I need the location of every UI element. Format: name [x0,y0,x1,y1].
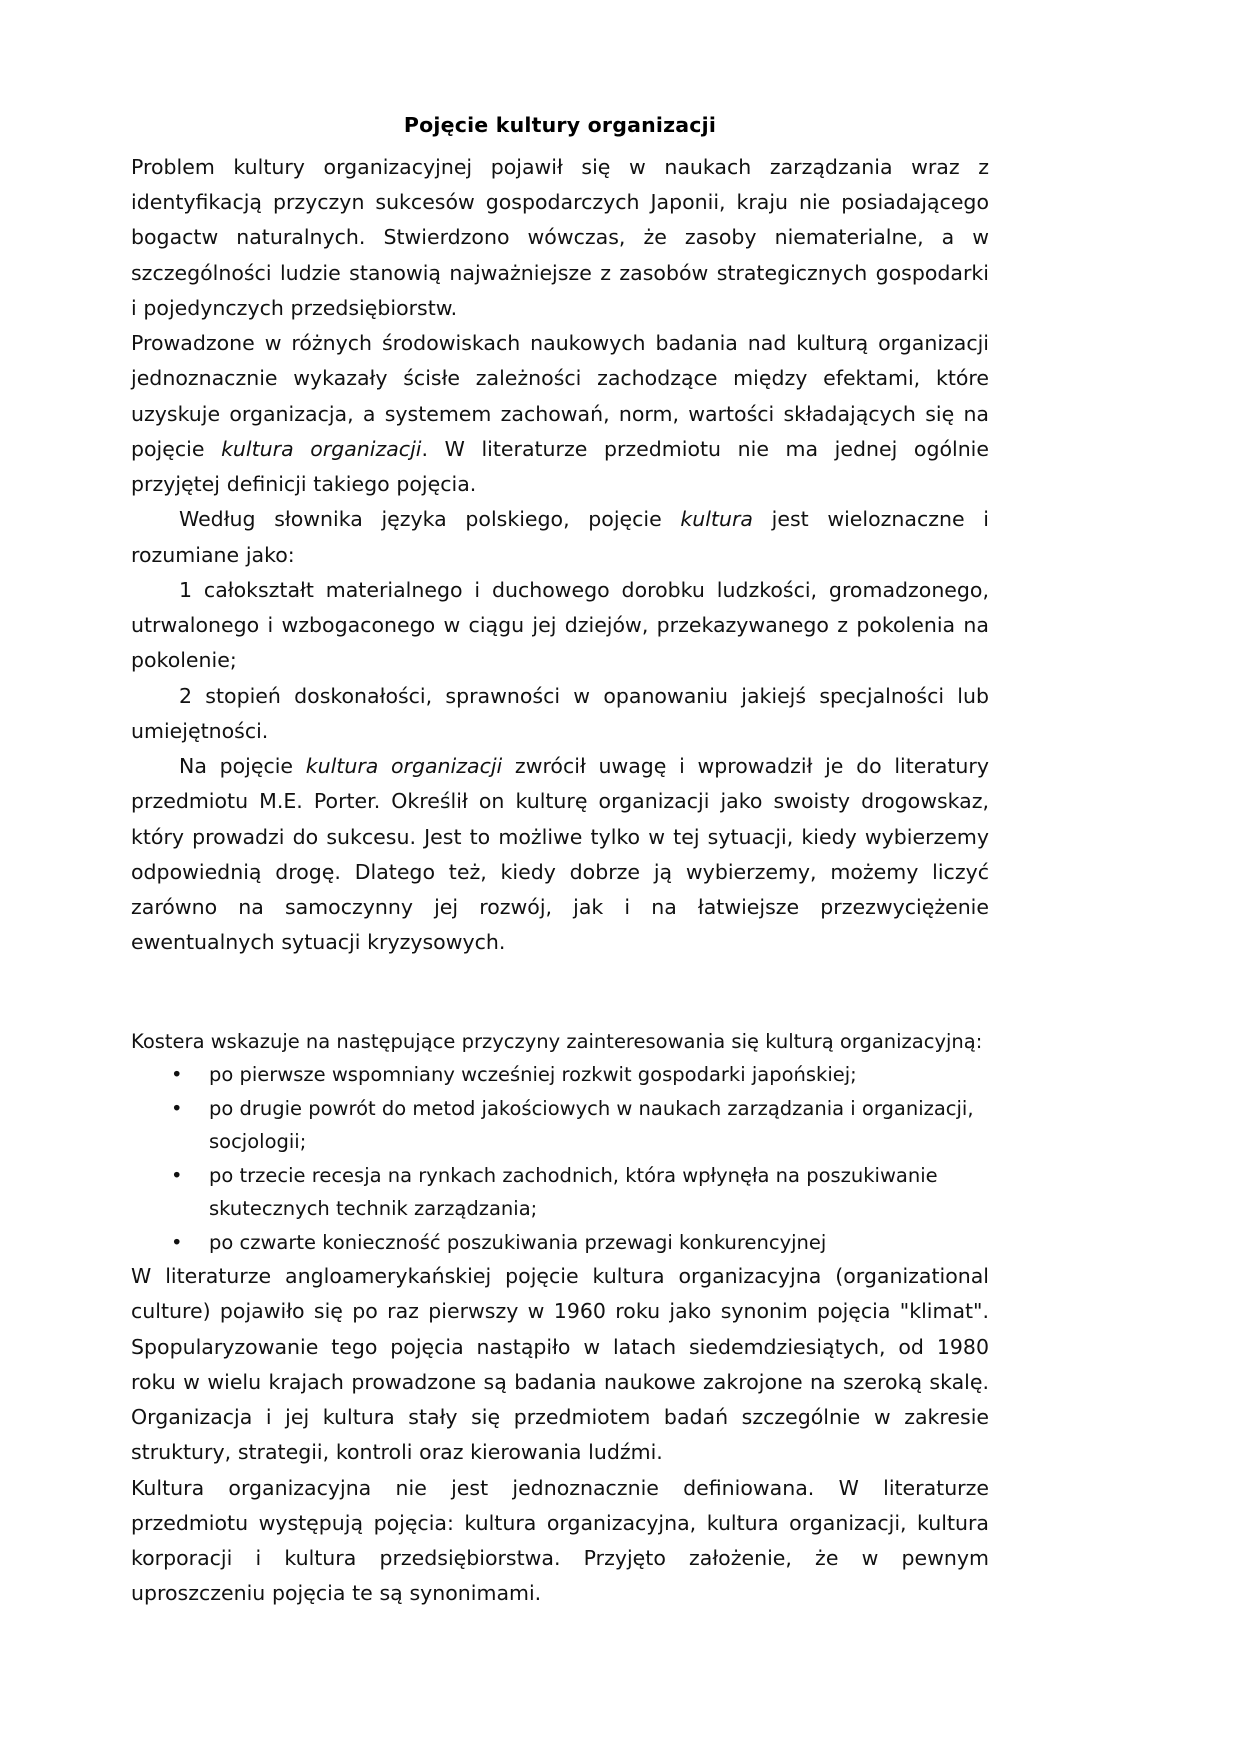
paragraph-porter [131,749,989,961]
list-item [131,1058,989,1092]
numbered-item-2-text: 2 stopień doskonałości, sprawności w opanowaniu jakiejś specjalności lub umiejętności. [131,683,989,743]
paragraph-definitions-text: Kultura organizacyjna nie jest jednoznacznie definiowana. W literaturze przedmiotu występują pojęcia: kultura organizacyjna, kultura organizacji, kultura korporacji i kultura przedsiębiorstwa. Przyjęto założenie, że w pewnym uproszczeniu pojęcia te są synonimami. [131,1475,989,1606]
paragraph-dictionary-text-b: jest wieloznaczne i rozumiane jako: [131,507,989,567]
numbered-item-1 [131,573,989,679]
bullet-icon: • [171,1096,183,1120]
paragraph-intro-text: Problem kultury organizacyjnej pojawił się w naukach zarządzania wraz z identyfikacją przyczyn sukcesów gospodarczych Japonii, kraju nie posiadającego bogactw naturalnych. Stwierdzono wówczas, że zasoby niematerialne, a w szczególności ludzie stanowią najważniejsze z zasobów strategicznych gospodarki i pojedynczych przedsiębiorstw. [131,154,989,320]
paragraph-porter-text-a: Na pojęcie [179,754,306,778]
list-item [131,1159,989,1226]
emphasis-kultura-organizacji-2: kultura organizacji [305,754,503,778]
bullet-icon: • [171,1063,183,1087]
emphasis-kultura-organizacji-1: kultura organizacji [221,436,422,461]
document-body [131,110,989,1612]
list-item-label: po trzecie recesja na rynkach zachodnich, która wpłynęła na poszukiwanie skutecznych technik zarządzania; [209,1163,938,1221]
paragraph-dictionary-text-a: Według słownika języka polskiego, pojęcie [179,507,681,532]
paragraph-porter-text-b: zwrócił uwagę i wprowadził je do literatury przedmiotu M.E. Porter. Określił on kulturę organizacji jako swoisty drogowskaz, który prowadzi do sukcesu. Jest to możliwe tylko w tej sytuacji, kiedy wybierzemy odpowiednią drogę. Dlatego też, kiedy dobrze ją wybierzemy, możemy liczyć zarówno na samoczynny jej rozwój, jak i na łatwiejsze przezwyciężenie ewentualnych sytuacji kryzysowych. [131,754,989,955]
paragraph-angloamerican [131,1259,989,1471]
list-item-label: po drugie powrót do metod jakościowych w naukach zarządzania i organizacji, socjologii; [209,1096,974,1154]
paragraph-research [131,326,989,502]
paragraph-research-text-a: Prowadzone w różnych środowiskach naukowych badania nad kulturą organizacji jednoznacznie wykazały ścisłe zależności zachodzące między efektami, które uzyskuje organizacja, a systemem zachowań, norm, wartości składających się na pojęcie [131,331,989,461]
paragraph-definitions [131,1471,989,1612]
paragraph-angloamerican-text: W literaturze angloamerykańskiej pojęcie kultura organizacyjna (organizational culture) pojawiło się po raz pierwszy w 1960 roku jako synonim pojęcia "klimat". Spopularyzowanie tego pojęcia nastąpiło w latach siedemdziesiątych, od 1980 roku w wielu krajach prowadzone są badania naukowe zakrojone na szeroką skalę. Organizacja i jej kultura stały się przedmiotem badań szczególnie w zakresie struktury, strategii, kontroli oraz kierowania ludźmi. [131,1264,989,1465]
kostera-bullet-list [131,1058,989,1259]
list-item-label: po pierwsze wspomniany wcześniej rozkwit gospodarki japońskiej; [209,1063,857,1087]
paragraph-dictionary [131,502,989,573]
paragraph-intro [131,150,989,326]
numbered-item-1-text: 1 całokształt materialnego i duchowego dorobku ludzkości, gromadzonego, utrwalonego i wzbogaconego w ciągu jej dziejów, przekazywanego z pokolenia na pokolenie; [131,577,989,673]
list-item-label: po czwarte konieczność poszukiwania przewagi konkurencyjnej [209,1230,827,1254]
paragraph-research-text-b: . W literaturze przedmiotu nie ma jednej ogólnie przyjętej definicji takiego pojęcia. [131,436,989,496]
kostera-lead: Kostera wskazuje na następujące przyczyny zainteresowania się kulturą organizacyjną: [131,1029,983,1053]
page-title: Pojęcie kultury organizacji [403,113,717,137]
bullet-icon: • [171,1163,183,1187]
list-item [131,1226,989,1260]
section-spacer [131,961,989,1025]
list-item [131,1092,989,1159]
bullet-icon: • [171,1230,183,1254]
numbered-item-2 [131,679,989,750]
emphasis-kultura: kultura [680,507,753,532]
